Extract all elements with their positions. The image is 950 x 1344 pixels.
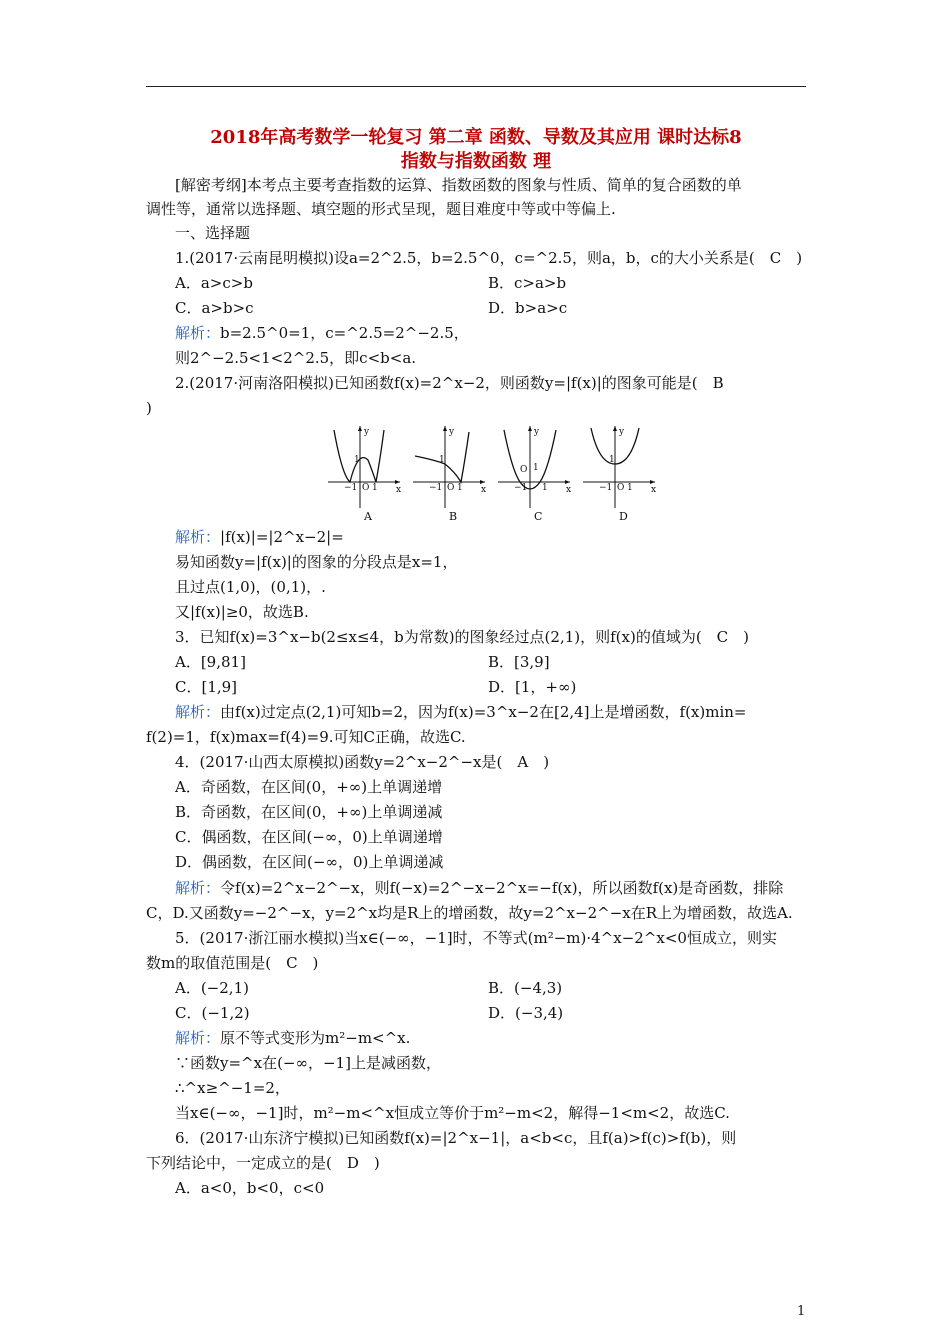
intro-line-1: [解密考纲]本考点主要考查指数的运算、指数函数的图象与性质、简单的复合函数的单 — [175, 176, 742, 194]
q1-stem: 1.(2017·云南昆明模拟)设a=2^2.5，b=2.5^0，c=^2.5，则a，b，c的大小关系是( C ) — [175, 249, 803, 267]
q3-solution-2: f(2)=1，f(x)max=f(4)=9.可知C正确，故选C. — [146, 728, 466, 746]
q3-solution-text: 由f(x)过定点(2,1)可知b=2，因为f(x)=3^x−2在[2,4]上是增函数，f(x)min= — [220, 703, 747, 721]
q5-stem-2: 数m的取值范围是( C ) — [146, 954, 319, 972]
q4-solution-text: 令f(x)=2^x−2^−x，则f(−x)=2^−x−2^x=−f(x)，所以函数f(x)是奇函数，排除 — [220, 879, 784, 897]
q5-option-d: D．(−3,4) — [488, 1004, 564, 1022]
section-heading: 一、选择题 — [175, 224, 251, 242]
graph-a-label: A — [364, 510, 372, 523]
q2-graph-options — [320, 420, 660, 525]
q3-stem: 3．已知f(x)=3^x−b(2≤x≤4，b为常数)的图象经过点(2,1)，则f(x)的值域为( C ) — [175, 628, 750, 646]
intro-line-2: 调性等，通常以选择题、填空题的形式呈现，题目难度中等或中等偏上. — [146, 200, 616, 218]
graph-a — [328, 426, 401, 523]
graph-b-neg-one: −1 — [429, 483, 443, 493]
graph-b-origin: O — [447, 483, 455, 493]
graph-d-y-label: y — [619, 427, 625, 437]
q2-solution-1 — [175, 526, 344, 548]
graph-c-label: C — [534, 510, 543, 523]
q1-option-c: C．a>b>c — [175, 299, 254, 317]
doc-title: 2018年高考数学一轮复习 第二章 函数、导数及其应用 课时达标8 — [210, 127, 742, 148]
q2-solution-text: |f(x)|=|2^x−2|= — [220, 528, 344, 546]
graph-b-x-label: x — [481, 485, 487, 495]
graph-c-x-label: x — [566, 485, 572, 495]
q6-option-a: A．a<0，b<0，c<0 — [175, 1179, 325, 1197]
graph-b-label: B — [449, 510, 458, 523]
q4-option-a: A．奇函数，在区间(0，+∞)上单调递增 — [175, 778, 443, 796]
q5-option-a: A．(−2,1) — [175, 979, 249, 997]
page-number: 1 — [797, 1304, 806, 1319]
graph-d-label: D — [619, 510, 628, 523]
q1-option-a: A．a>c>b — [175, 274, 253, 292]
q3-option-d: D．[1，+∞) — [488, 678, 577, 696]
graph-a-neg-one: −1 — [344, 483, 358, 493]
q2-solution-3: 且过点(1,0)，(0,1)，. — [175, 578, 326, 596]
q4-option-b: B．奇函数，在区间(0，+∞)上单调递减 — [175, 803, 443, 821]
graph-d-one: 1 — [627, 483, 633, 493]
graph-c — [498, 426, 571, 523]
q4-stem: 4．(2017·山西太原模拟)函数y=2^x−2^−x是( A ) — [175, 753, 550, 771]
solution-label: 解析： — [175, 528, 221, 546]
q4-option-c: C．偶函数，在区间(−∞，0)上单调递增 — [175, 828, 443, 846]
q1-solution-2: 则2^−2.5<1<2^2.5，即c<b<a. — [175, 349, 417, 367]
graph-b-y-label: y — [449, 427, 455, 437]
q1-option-d: D．b>a>c — [488, 299, 568, 317]
q2-solution-4: 又|f(x)|≥0，故选B. — [175, 603, 309, 621]
solution-label: 解析： — [175, 1029, 221, 1047]
graph-a-origin: O — [362, 483, 370, 493]
q1-solution-text: b=2.5^0=1，c=^2.5=2^−2.5， — [220, 324, 469, 342]
q1-option-b: B．c>a>b — [488, 274, 567, 292]
q5-option-b: B．(−4,3) — [488, 979, 563, 997]
q4-solution-1 — [175, 877, 783, 899]
doc-subtitle: 指数与指数函数 理 — [400, 151, 552, 172]
q3-option-c: C．[1,9] — [175, 678, 238, 696]
q2-stem-2: ) — [146, 399, 152, 417]
q6-stem-2: 下列结论中，一定成立的是( D ) — [146, 1154, 380, 1172]
graph-d-x-label: x — [651, 485, 657, 495]
q2-stem-1: 2.(2017·河南洛阳模拟)已知函数f(x)=2^x−2，则函数y=|f(x)|的图象可能是( B — [175, 374, 724, 392]
graph-d-y-one: 1 — [609, 455, 615, 465]
q5-solution-4: 当x∈(−∞，−1]时，m²−m<^x恒成立等价于m²−m<2，解得−1<m<2，故选C. — [175, 1104, 730, 1122]
graph-a-one: 1 — [372, 483, 378, 493]
q6-stem-1: 6．(2017·山东济宁模拟)已知函数f(x)=|2^x−1|，a<b<c，且f(a)>f(c)>f(b)，则 — [175, 1129, 737, 1147]
q3-option-b: B．[3,9] — [488, 653, 550, 671]
graph-a-x-label: x — [396, 485, 402, 495]
graph-d-neg-one: −1 — [599, 483, 613, 493]
solution-label: 解析： — [175, 703, 221, 721]
q1-solution-1 — [175, 322, 469, 344]
graph-d-origin: O — [617, 483, 625, 493]
graph-b-one: 1 — [457, 483, 463, 493]
graph-b — [413, 426, 486, 523]
q5-solution-text: 原不等式变形为m²−m<^x. — [220, 1029, 411, 1047]
graph-a-y-label: y — [364, 427, 370, 437]
graph-d — [583, 426, 656, 523]
graph-a-y-one: 1 — [354, 455, 360, 465]
q5-solution-2: ∵函数y=^x在(−∞，−1]上是减函数， — [175, 1054, 441, 1072]
q4-option-d: D．偶函数，在区间(−∞，0)上单调递减 — [175, 853, 444, 871]
solution-label: 解析： — [175, 879, 221, 897]
q5-solution-3: ∴^x≥^−1=2， — [175, 1079, 290, 1097]
graph-c-y-one: 1 — [533, 463, 539, 473]
q5-stem-1: 5．(2017·浙江丽水模拟)当x∈(−∞，−1]时，不等式(m²−m)·4^x−2^x<0恒成立，则实 — [175, 929, 777, 947]
solution-label: 解析： — [175, 324, 221, 342]
q2-solution-2: 易知函数y=|f(x)|的图象的分段点是x=1， — [175, 553, 458, 571]
graph-c-origin: O — [520, 465, 528, 475]
header-rule — [146, 86, 806, 87]
q5-option-c: C．(−1,2) — [175, 1004, 250, 1022]
q3-solution-1 — [175, 701, 747, 723]
q4-solution-2: C，D.又函数y=−2^−x，y=2^x均是R上的增函数，故y=2^x−2^−x在R上为增函数，故选A. — [146, 904, 793, 922]
q3-option-a: A．[9,81] — [175, 653, 246, 671]
graph-c-one: 1 — [542, 483, 548, 493]
graph-c-y-label: y — [534, 427, 540, 437]
graph-b-y-one: 1 — [439, 455, 445, 465]
q5-solution-1 — [175, 1027, 410, 1049]
graph-c-neg-one: −1 — [514, 483, 528, 493]
